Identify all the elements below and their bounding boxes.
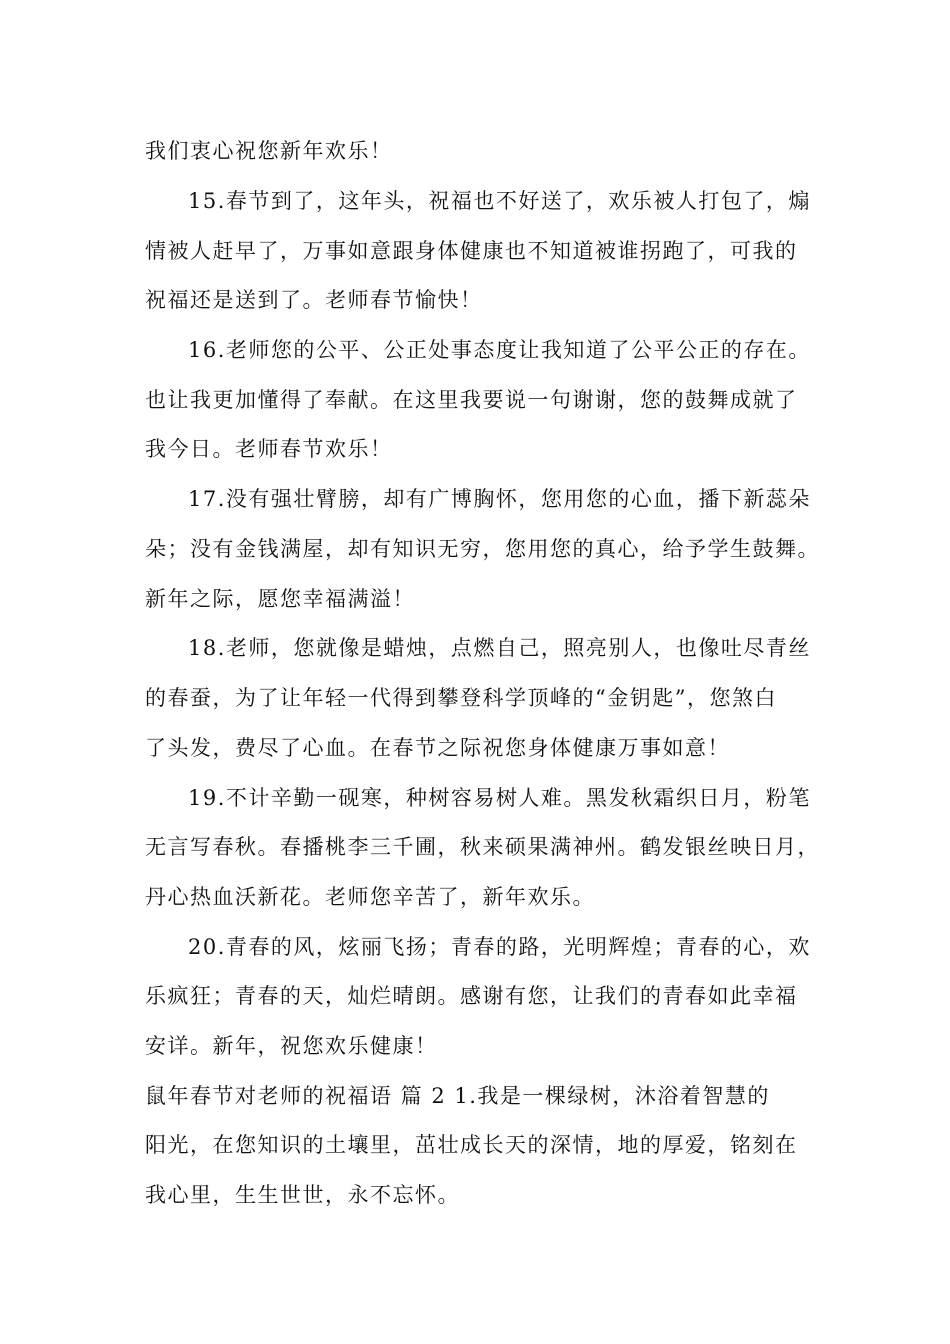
section-heading-line: 鼠年春节对老师的祝福语 篇 2 1.我是一棵绿树，沐浴着智慧的 (145, 1084, 770, 1108)
text-line: 乐疯狂；青春的天，灿烂晴朗。感谢有您，让我们的青春如此幸福 (145, 984, 798, 1008)
text-line: 丹心热血沃新花。老师您辛苦了，新年欢乐。 (145, 885, 595, 909)
text-line: 16.老师您的公平、公正处事态度让我知道了公平公正的存在。 (188, 338, 811, 362)
text-line: 安详。新年，祝您欢乐健康！ (145, 1034, 438, 1058)
text-line: 了头发，费尽了心血。在春节之际祝您身体健康万事如意！ (145, 736, 730, 760)
text-line: 情被人赶早了，万事如意跟身体健康也不知道被谁拐跑了，可我的 (145, 239, 798, 263)
text-line: 15.春节到了，这年头，祝福也不好送了，欢乐被人打包了，煽 (188, 189, 811, 213)
text-line: 祝福还是送到了。老师春节愉快！ (145, 288, 483, 312)
text-line: 我心里，生生世世，永不忘怀。 (145, 1183, 460, 1207)
text-line: 我们衷心祝您新年欢乐！ (145, 139, 393, 163)
text-line: 阳光，在您知识的土壤里，茁壮成长天的深情，地的厚爱，铭刻在 (145, 1133, 798, 1157)
text-line: 20.青春的风，炫丽飞扬；青春的路，光明辉煌；青春的心，欢 (188, 935, 811, 959)
text-line: 19.不计辛勤一砚寒，种树容易树人难。黑发秋霜织日月，粉笔 (188, 786, 811, 810)
text-line: 也让我更加懂得了奉献。在这里我要说一句谢谢，您的鼓舞成就了 (145, 388, 798, 412)
text-line: 新年之际，愿您幸福满溢！ (145, 587, 415, 611)
text-line: 无言写春秋。春播桃李三千圃，秋来硕果满神州。鹤发银丝映日月， (145, 835, 820, 859)
text-line: 18.老师，您就像是蜡烛，点燃自己，照亮别人，也像吐尽青丝 (188, 636, 811, 660)
text-line: 朵；没有金钱满屋，却有知识无穷，您用您的真心，给予学生鼓舞。 (145, 537, 820, 561)
text-line: 17.没有强壮臂膀，却有广博胸怀，您用您的心血，播下新蕊朵 (188, 487, 811, 511)
text-line: 我今日。老师春节欢乐！ (145, 437, 393, 461)
text-line: 的春蚕，为了让年轻一代得到攀登科学顶峰的“金钥匙”，您煞白 (145, 686, 777, 710)
